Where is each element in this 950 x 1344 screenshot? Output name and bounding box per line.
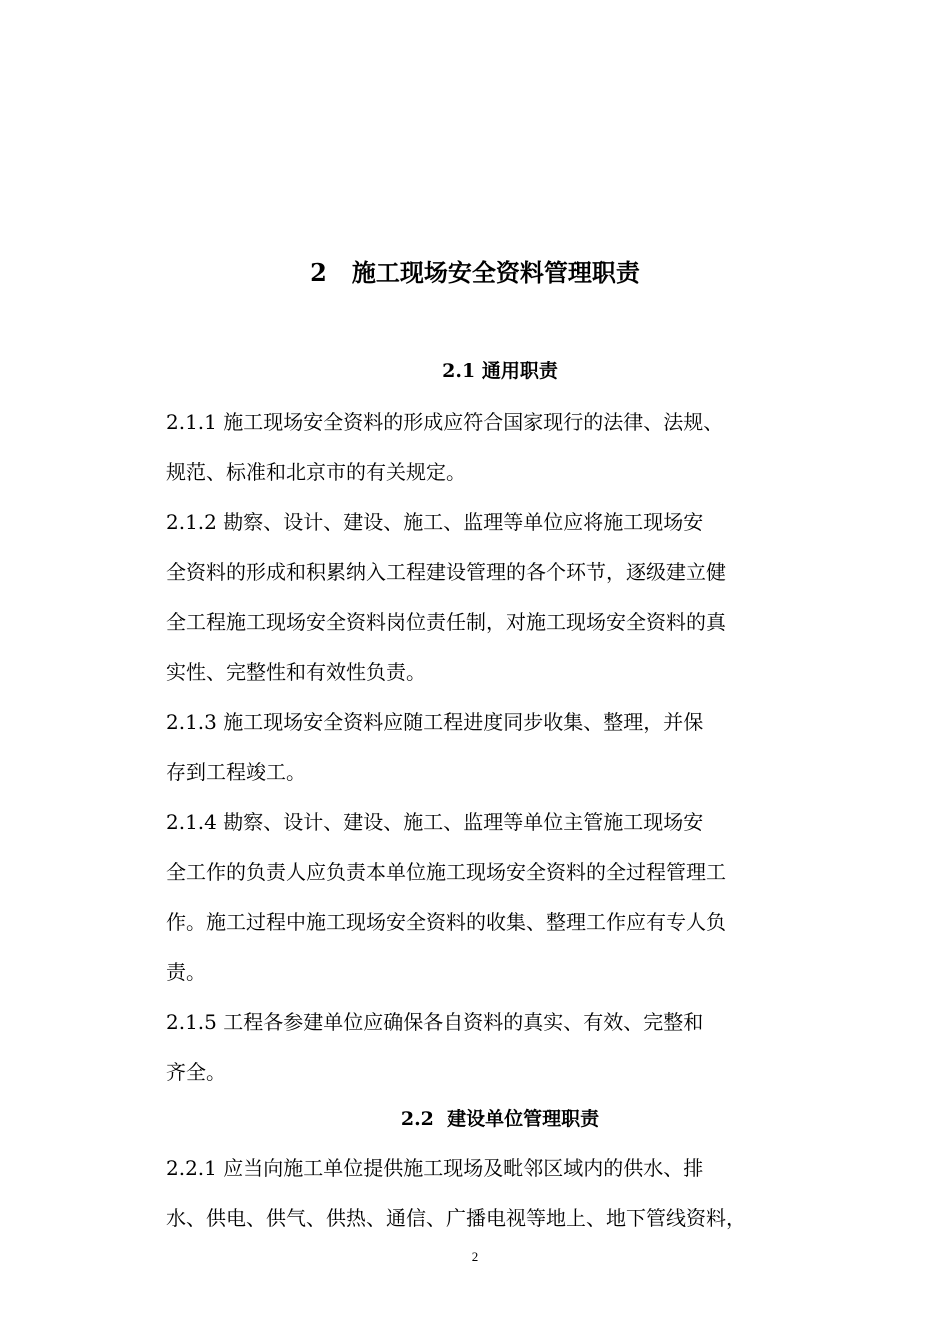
- paragraph-line: 水、供电、供气、供热、通信、广播电视等地上、地下管线资料，: [166, 1206, 746, 1230]
- paragraph-line: 实性、完整性和有效性负责。: [166, 660, 426, 684]
- paragraph-line: 存到工程竣工。: [166, 760, 306, 784]
- paragraph-line: 2.2.1 应当向施工单位提供施工现场及毗邻区域内的供水、排: [166, 1156, 704, 1180]
- paragraph-2-1-2: [122, 497, 772, 697]
- paragraph-2-1-4: [122, 797, 772, 997]
- paragraph-line: 2.1.1 施工现场安全资料的形成应符合国家现行的法律、法规、: [166, 410, 724, 434]
- section-title-2-1: 2.1 通用职责: [442, 360, 558, 382]
- paragraph-line: 全资料的形成和积累纳入工程建设管理的各个环节，逐级建立健: [166, 560, 726, 584]
- paragraph-2-1-3: [122, 697, 772, 797]
- paragraph-2-1-5: [122, 997, 772, 1097]
- paragraph-line: 2.1.2 勘察、设计、建设、施工、监理等单位应将施工现场安: [166, 510, 704, 534]
- page-number: 2: [471, 1249, 479, 1264]
- paragraph-line: 2.1.5 工程各参建单位应确保各自资料的真实、有效、完整和: [166, 1010, 704, 1034]
- paragraph-2-2-1: [122, 1143, 772, 1243]
- paragraph-line: 2.1.4 勘察、设计、建设、施工、监理等单位主管施工现场安: [166, 810, 704, 834]
- paragraph-line: 全工作的负责人应负责本单位施工现场安全资料的全过程管理工: [166, 860, 726, 884]
- section-title-2-2: 2.2 建设单位管理职责: [400, 1108, 600, 1130]
- paragraph-line: 2.1.3 施工现场安全资料应随工程进度同步收集、整理，并保: [166, 710, 704, 734]
- paragraph-line: 作。施工过程中施工现场安全资料的收集、整理工作应有专人负: [166, 910, 726, 934]
- paragraph-line: 全工程施工现场安全资料岗位责任制，对施工现场安全资料的真: [166, 610, 726, 634]
- paragraph-line: 齐全。: [166, 1060, 226, 1084]
- paragraph-line: 规范、标准和北京市的有关规定。: [166, 460, 466, 484]
- paragraph-line: 责。: [166, 960, 206, 984]
- chapter-title: 2 施工现场安全资料管理职责: [310, 258, 640, 287]
- paragraph-2-1-1: [122, 397, 772, 497]
